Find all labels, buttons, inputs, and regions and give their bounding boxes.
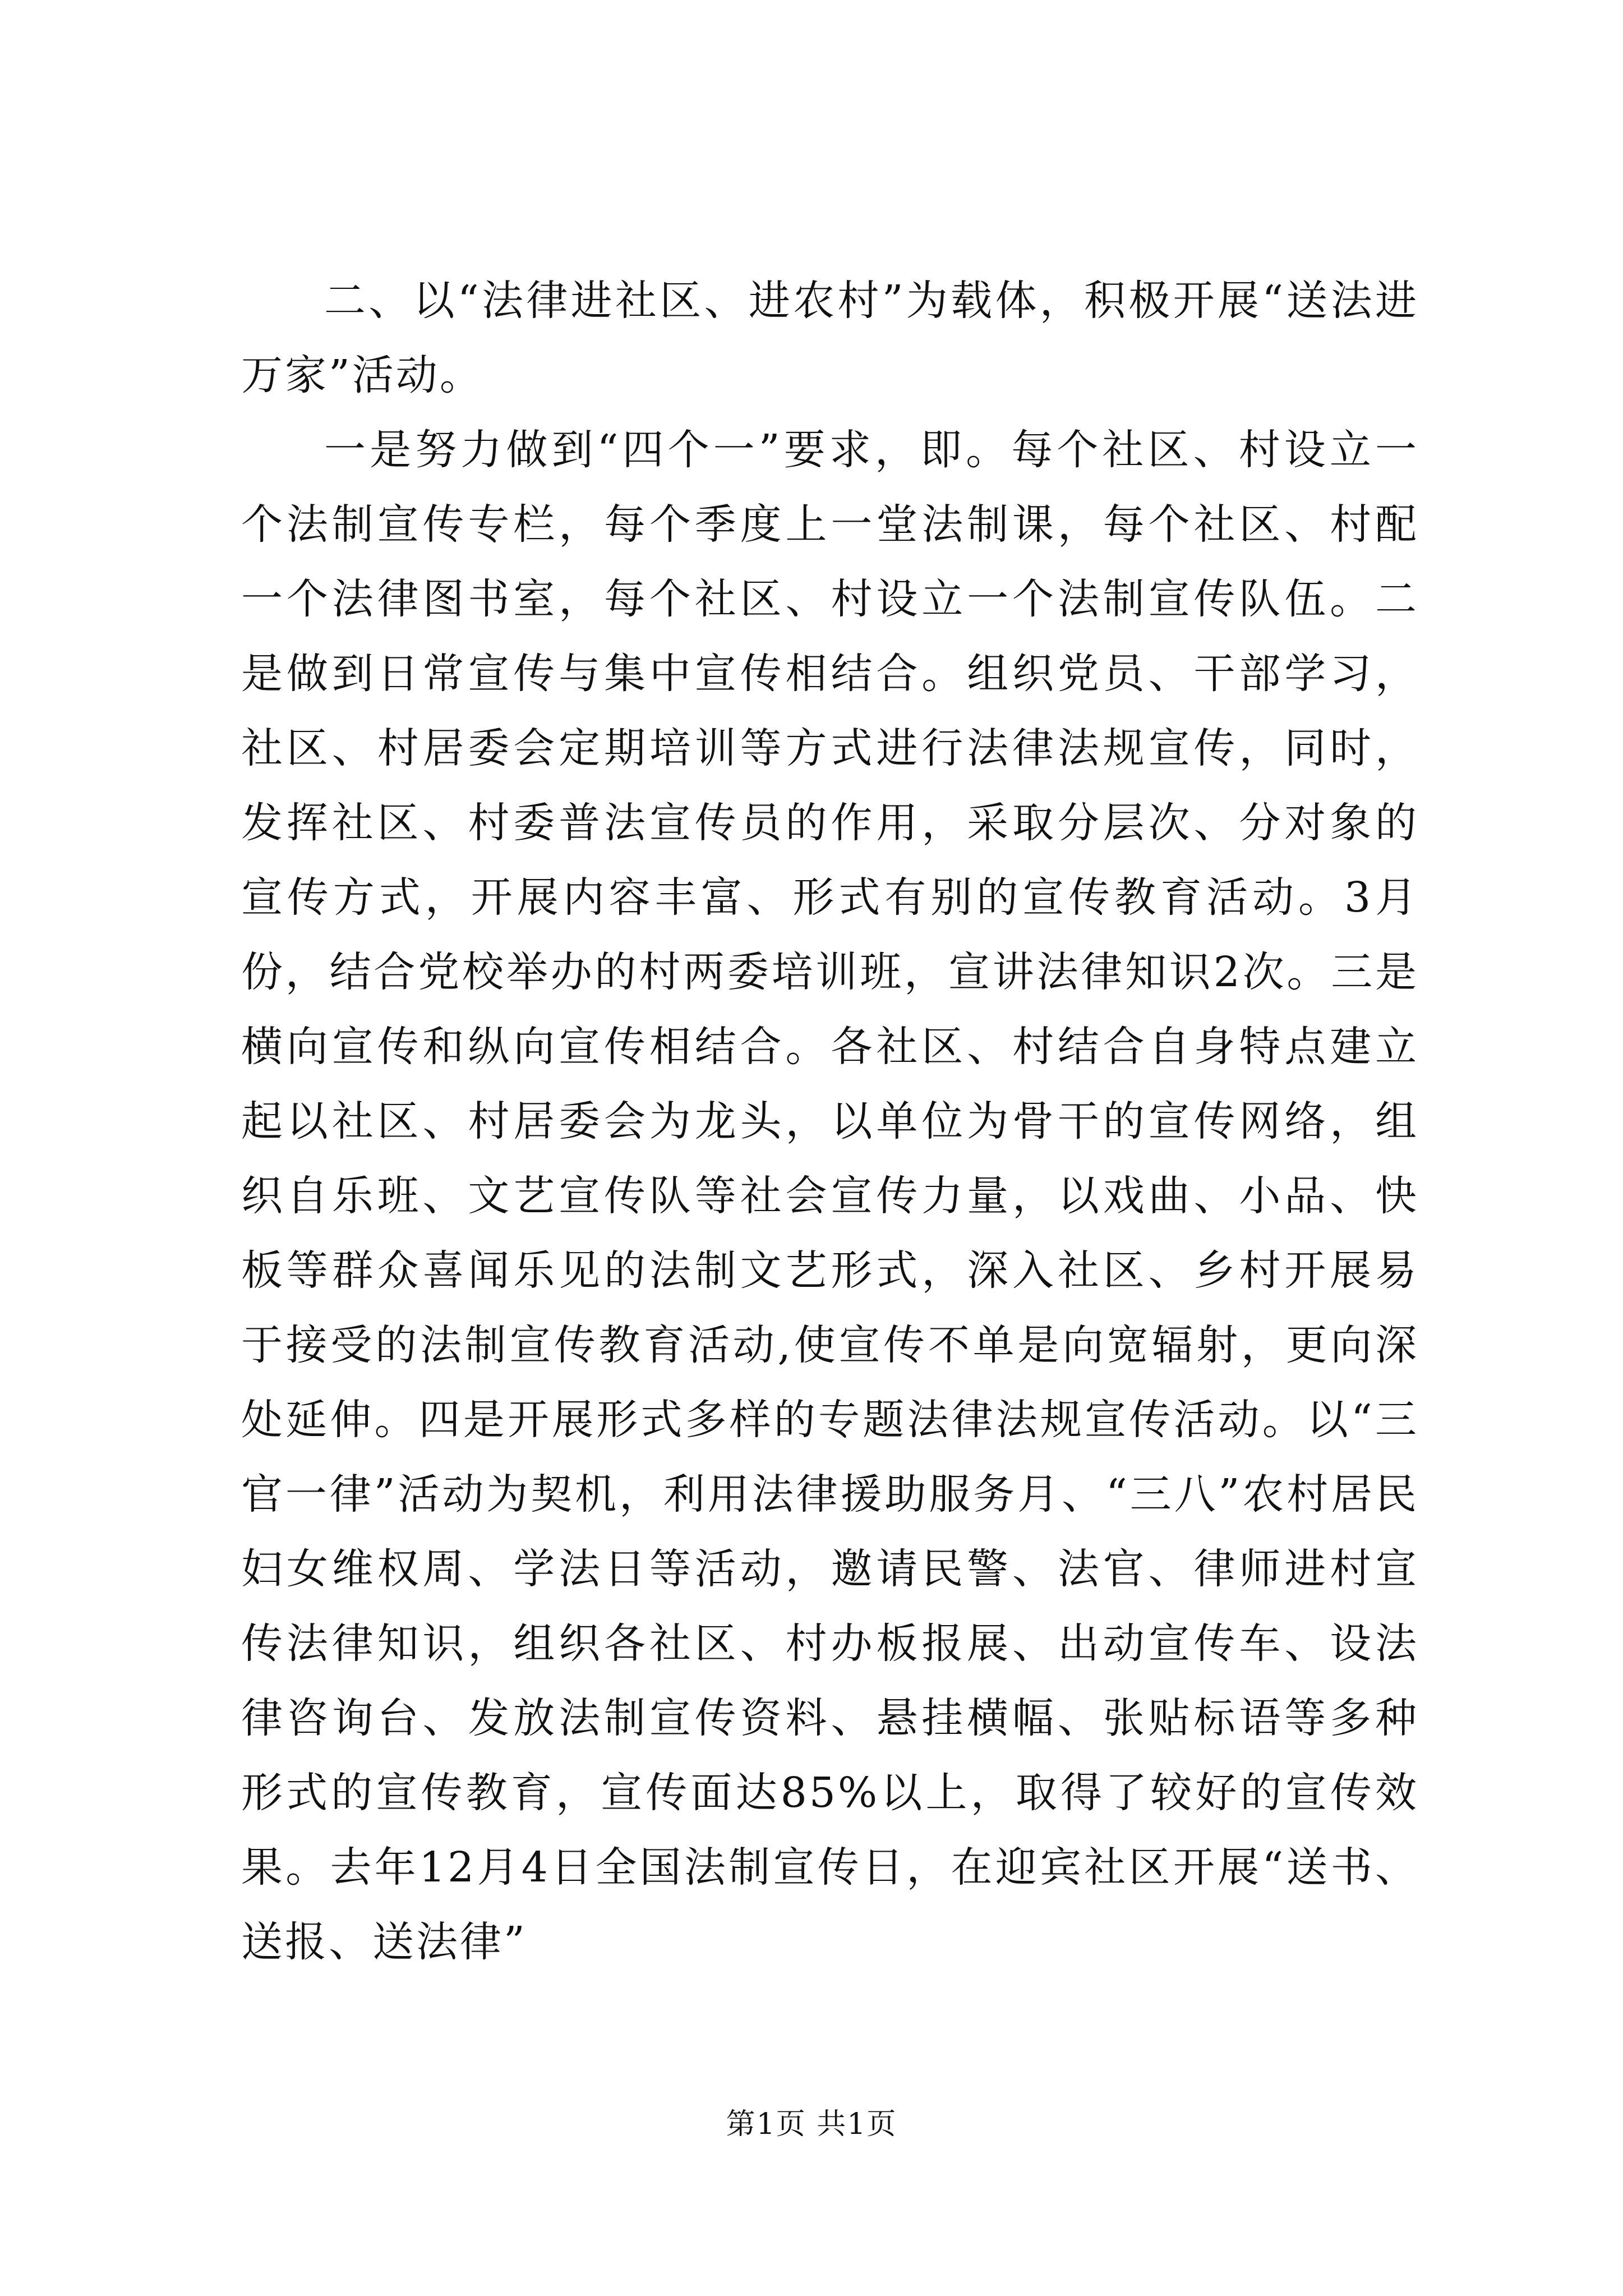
paragraph-body: 一是努力做到“四个一”要求，即。每个社区、村设立一个法制宣传专栏，每个季度上一堂法制课，每个社区、村配一个法律图书室，每个社区、村设立一个法制宣传队伍。二是做到日常宣传与集中宣传相结合。组织党员、干部学习，社区、村居委会定期培训等方式进行法律法规宣传，同时，发挥社区、村委普法宣传员的作用，采取分层次、分对象的宣传方式，开展内容丰富、形式有别的宣传教育活动。3月份，结合党校举办的村两委培训班，宣讲法律知识2次。三是横向宣传和纵向宣传相结合。各社区、村结合自身特点建立起以社区、村居委会为龙头，以单位为骨干的宣传网络，组织自乐班、文艺宣传队等社会宣传力量，以戏曲、小品、快板等群众喜闻乐见的法制文艺形式，深入社区、乡村开展易于接受的法制宣传教育活动,使宣传不单是向宽辐射，更向深处延伸。四是开展形式多样的专题法律法规宣传活动。以“三官一律”活动为契机，利用法律援助服务月、“三八”农村居民妇女维权周、学法日等活动，邀请民警、法官、律师进村宣传法律知识，组织各社区、村办板报展、出动宣传车、设法律咨询台、发放法制宣传资料、悬挂横幅、张贴标语等多种形式的宣传教育，宣传面达85%以上，取得了较好的宣传效果。去年12月4日全国法制宣传日，在迎宾社区开展“送书、送报、送法律” (241, 426, 1419, 1966)
document-body (241, 264, 1419, 1980)
page-number-footer: 第1页 共1页 (726, 2108, 897, 2141)
paragraph-heading: 二、以“法律进社区、进农村”为载体，积极开展“送法进万家”活动。 (241, 277, 1419, 399)
